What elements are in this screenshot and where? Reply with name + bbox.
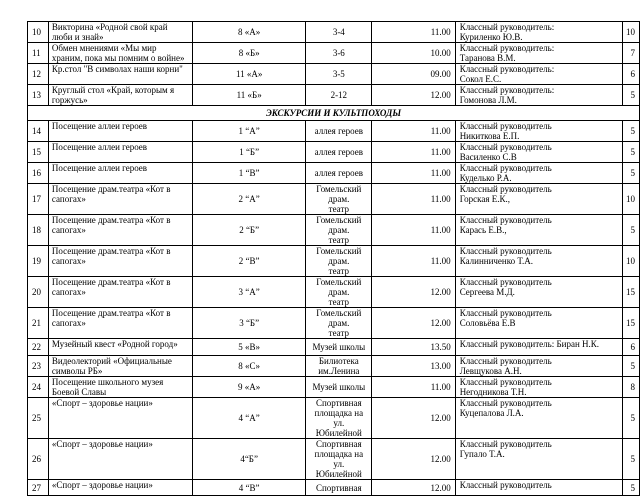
event-time: 11.00 [372, 142, 456, 163]
row-number: 11 [28, 43, 49, 64]
participant-count: 5 [622, 439, 639, 480]
responsible-person: Классный руководитель Горская Е.К., [455, 184, 622, 215]
event-title: Викторина «Родной свой край люби и знай» [48, 22, 192, 43]
responsible-person: Классный руководитель: Гомонова Л.М. [455, 85, 622, 106]
row-number: 20 [28, 277, 49, 308]
date-or-place: Билиотека им.Ленина [306, 356, 372, 377]
table-row [28, 246, 640, 277]
class-name: 3 “Б” [192, 308, 306, 339]
event-title: Видеолекторий «Официальные символы РБ» [48, 356, 192, 377]
date-or-place: Музей школы [306, 339, 372, 356]
event-time: 12.00 [372, 277, 456, 308]
date-or-place: Спортивная [306, 480, 372, 496]
date-or-place: Гомельский драм. театр [306, 277, 372, 308]
responsible-person: Классный руководитель [455, 480, 622, 496]
participant-count: 5 [622, 121, 639, 142]
responsible-person: Классный руководитель Левщукова А.Н. [455, 356, 622, 377]
table-row [28, 277, 640, 308]
date-or-place: Музей школы [306, 377, 372, 398]
participant-count: 5 [622, 398, 639, 439]
table-row [28, 85, 640, 106]
responsible-person: Классный руководитель: Таранова В.М. [455, 43, 622, 64]
section-header-row [28, 106, 640, 121]
class-name: 4“Б” [192, 439, 306, 480]
table-row [28, 398, 640, 439]
responsible-person: Классный руководитель Карась Е.В., [455, 215, 622, 246]
row-number: 17 [28, 184, 49, 215]
event-title: «Спорт – здоровье нации» [48, 480, 192, 496]
responsible-person: Классный руководитель Калинниченко Т.А. [455, 246, 622, 277]
event-title: Круглый стол «Край, которым я горжусь» [48, 85, 192, 106]
class-name: 11 «А» [192, 64, 306, 85]
responsible-person: Классный руководитель Соловьёва Е.В [455, 308, 622, 339]
table-row [28, 184, 640, 215]
event-title: Кр.стол "В символах наши корни" [48, 64, 192, 85]
date-or-place: Гомельский драм. театр [306, 184, 372, 215]
row-number: 18 [28, 215, 49, 246]
participant-count: 15 [622, 308, 639, 339]
responsible-person: Классный руководитель Гупало Т.А. [455, 439, 622, 480]
event-title: Посещение аллеи героев [48, 163, 192, 184]
event-time: 11.00 [372, 163, 456, 184]
event-title: Посещение аллеи героев [48, 142, 192, 163]
event-time: 09.00 [372, 64, 456, 85]
event-time: 10.00 [372, 43, 456, 64]
section-title: ЭКСКУРСИИ И КУЛЬТПОХОДЫ [28, 106, 640, 121]
table-row [28, 339, 640, 356]
participant-count: 10 [622, 184, 639, 215]
event-title: «Спорт – здоровье нации» [48, 398, 192, 439]
class-name: 4 “В” [192, 480, 306, 496]
row-number: 16 [28, 163, 49, 184]
row-number: 10 [28, 22, 49, 43]
responsible-person: Классный руководитель: Сокол Е.С. [455, 64, 622, 85]
table-row [28, 215, 640, 246]
event-title: Посещение школьного музея Боевой Славы [48, 377, 192, 398]
row-number: 22 [28, 339, 49, 356]
participant-count: 10 [622, 22, 639, 43]
event-time: 12.00 [372, 439, 456, 480]
class-name: 8 «А» [192, 22, 306, 43]
date-or-place: 3-5 [306, 64, 372, 85]
participant-count: 6 [622, 339, 639, 356]
table-row [28, 377, 640, 398]
row-number: 24 [28, 377, 49, 398]
class-name: 8 «С» [192, 356, 306, 377]
participant-count: 5 [622, 480, 639, 496]
table-row [28, 308, 640, 339]
row-number: 23 [28, 356, 49, 377]
class-name: 1 “Б” [192, 142, 306, 163]
class-name: 2 “В” [192, 246, 306, 277]
event-time: 11.00 [372, 121, 456, 142]
class-name: 8 «Б» [192, 43, 306, 64]
participant-count: 5 [622, 163, 639, 184]
participant-count: 8 [622, 377, 639, 398]
responsible-person: Классный руководитель Василенко С.В [455, 142, 622, 163]
date-or-place: Спортивная площадка на ул. Юбилейной [306, 398, 372, 439]
class-name: 1 “А” [192, 121, 306, 142]
row-number: 27 [28, 480, 49, 496]
class-name: 5 «В» [192, 339, 306, 356]
table-row [28, 439, 640, 480]
class-name: 11 «Б» [192, 85, 306, 106]
participant-count: 7 [622, 43, 639, 64]
participant-count: 15 [622, 277, 639, 308]
participant-count: 5 [622, 356, 639, 377]
class-name: 4 “А” [192, 398, 306, 439]
row-number: 21 [28, 308, 49, 339]
table-row [28, 64, 640, 85]
date-or-place: Гомельский драм. театр [306, 308, 372, 339]
table-row [28, 121, 640, 142]
responsible-person: Классный руководитель Негодникова Т.Н. [455, 377, 622, 398]
event-title: Посещение драм.театра «Кот в сапогах» [48, 215, 192, 246]
date-or-place: Гомельский драм. театр [306, 215, 372, 246]
class-name: 2 “Б” [192, 215, 306, 246]
table-row [28, 163, 640, 184]
event-time: 12.00 [372, 85, 456, 106]
participant-count: 6 [622, 64, 639, 85]
event-time: 11.00 [372, 215, 456, 246]
events-table [27, 21, 640, 496]
date-or-place: аллея героев [306, 121, 372, 142]
responsible-person: Классный руководитель Никиткова Е.П. [455, 121, 622, 142]
date-or-place: аллея героев [306, 142, 372, 163]
date-or-place: аллея героев [306, 163, 372, 184]
participant-count: 5 [622, 85, 639, 106]
responsible-person: Классный руководитель: Биран Н.К. [455, 339, 622, 356]
row-number: 12 [28, 64, 49, 85]
date-or-place: 2-12 [306, 85, 372, 106]
participant-count: 5 [622, 142, 639, 163]
event-title: «Спорт – здоровье нации» [48, 439, 192, 480]
date-or-place: Гомельский драм. театр [306, 246, 372, 277]
event-time: 11.00 [372, 22, 456, 43]
table-row [28, 142, 640, 163]
event-time: 13.50 [372, 339, 456, 356]
table-row [28, 22, 640, 43]
participant-count: 5 [622, 215, 639, 246]
event-time: 11.00 [372, 377, 456, 398]
class-name: 9 «А» [192, 377, 306, 398]
row-number: 25 [28, 398, 49, 439]
table-row [28, 356, 640, 377]
event-time: 13.00 [372, 356, 456, 377]
rows-before-section [28, 22, 640, 106]
event-time: 12.00 [372, 308, 456, 339]
row-number: 19 [28, 246, 49, 277]
date-or-place: 3-4 [306, 22, 372, 43]
responsible-person: Классный руководитель Куделько Р.А. [455, 163, 622, 184]
row-number: 15 [28, 142, 49, 163]
date-or-place: 3-6 [306, 43, 372, 64]
responsible-person: Классный руководитель: Куриленко Ю.В. [455, 22, 622, 43]
event-time: 11.00 [372, 246, 456, 277]
event-title: Посещение драм.театра «Кот в сапогах» [48, 184, 192, 215]
rows-after-section [28, 121, 640, 496]
event-title: Посещение аллеи героев [48, 121, 192, 142]
row-number: 14 [28, 121, 49, 142]
participant-count: 10 [622, 246, 639, 277]
responsible-person: Классный руководитель Куцепалова Л.А. [455, 398, 622, 439]
responsible-person: Классный руководитель Сергеева М.Д. [455, 277, 622, 308]
class-name: 1 “В” [192, 163, 306, 184]
event-title: Обмен мнениями «Мы мир храним, пока мы помним о войне» [48, 43, 192, 64]
event-time: 12.00 [372, 398, 456, 439]
table-row [28, 43, 640, 64]
row-number: 26 [28, 439, 49, 480]
table-row [28, 480, 640, 496]
event-time: 12.00 [372, 480, 456, 496]
event-title: Музейный квест «Родной город» [48, 339, 192, 356]
row-number: 13 [28, 85, 49, 106]
event-time: 11.00 [372, 184, 456, 215]
event-title: Посещение драм.театра «Кот в сапогах» [48, 277, 192, 308]
date-or-place: Спортивная площадка на ул. Юбилейной [306, 439, 372, 480]
class-name: 2 “А” [192, 184, 306, 215]
event-title: Посещение драм.театра «Кот в сапогах» [48, 246, 192, 277]
class-name: 3 “А” [192, 277, 306, 308]
event-title: Посещение драм.театра «Кот в сапогах» [48, 308, 192, 339]
